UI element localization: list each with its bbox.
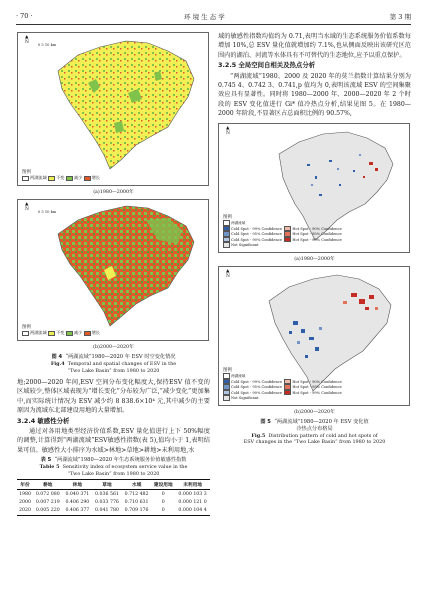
journal-title: 环 境 生 态 学 <box>184 13 225 21</box>
fig4a-legend: 图例 两湖流域 不变 减少 增长 <box>22 170 100 181</box>
table5-title-cn: 表 5 “两湖流域”1980—2020 年生态系统服务价值敏感性指数 <box>40 457 187 464</box>
left-column <box>17 32 210 603</box>
scale-bar: 0 5 10 km <box>38 43 57 47</box>
table-row: 1980 0.072 080 0.040 371 0.036 561 0.712 482 0 0.000 103 3 <box>19 492 207 498</box>
fig4-caption-cn: 图 4 “两湖流域”1980—2020 年 ESV 时空变化情况 <box>51 354 176 360</box>
running-header <box>16 10 411 25</box>
section-heading-3-2-4: 3.2.4 敏感性分析 <box>17 416 70 425</box>
north-arrow-icon: ▲ N <box>226 268 230 279</box>
fig5b-sublabel: (b)2000—2020年 <box>294 409 335 415</box>
section-heading-3-2-5: 3.2.5 全局空间自相关及热点分析 <box>218 61 316 70</box>
table-header-row: 年份 耕地 林地 草地 水域 建设用地 未利用地 <box>17 480 210 490</box>
left-paragraph-1: 地;2000—2020 年间,ESV 空间分布变化幅度大,保持ESV 值不变的区域较少,整体区域表现为“增长变化”分布较为广泛,“减少变化”更加集中,而实际统计情况为 ESV 减少约 8 838.6×10⁴ 元,其中减少的主要原因为流域东北部建设用地的大量增加。 <box>17 379 210 415</box>
fig5-caption-cn: 图 5 “两湖流域”1980—2020 年 ESV 变化值 冷热点分布格局 <box>260 418 369 432</box>
right-paragraph-1: 域的敏感性指数均值约为 0.71,表明当水域的生态系统服务价值系数每增加 10%,总 ESV 量化值就增加约 7.1%,也从侧面反映出该研究区范围内的湖泊、河流等水体具有不可替代的生态地位,应予以重点保护。 <box>218 33 411 59</box>
fig4a-basin-shape <box>18 33 208 185</box>
north-arrow-icon: ▲ N <box>25 202 29 212</box>
table5 <box>17 479 210 516</box>
fig4b-sublabel: (b)2000—2020年 <box>93 345 134 350</box>
fig4a-sublabel: (a)1980—2000年 <box>93 190 134 195</box>
fig5-caption-en: Fig.5 Distribution pattern of cold and hot spots of ESV changes in the “Two Lake Basin” from 1980 to 2020 <box>243 432 386 446</box>
left-paragraph-2: 通过对各用地类型经济价值系数,ESV 量化值进行上下 50%幅度的调整,计算得到“两湖流域”ESV敏感性指数(表 5),值均小于 1,表明结果可信。敏感性大小排序为水域>林地>草地>耕地>未利用地,水 <box>17 428 210 454</box>
fig5b-legend: 图例 两湖流域 Cold Spot - 99% Confidence Hot Spot - 90% Confidence Cold Spot - 95% Confidence Hot Spot - 95% Confidence Cold Spot - 90% Confidence Hot Spot - 99% Confidence Not Significant <box>223 367 342 400</box>
fig4b-basin-shape <box>18 200 208 340</box>
fig5b-map <box>218 266 410 406</box>
right-column <box>218 32 411 603</box>
page-number: · 70 · <box>16 12 33 20</box>
fig4a-map <box>17 32 209 186</box>
fig4-caption-en: Fig.4 Temporal and spatial changes of ESV in the “Two Lake Basin” from 1980 to 2020 <box>50 361 177 374</box>
issue-number: 第 3 期 <box>389 13 411 21</box>
table-row: 2000 0.007 219 0.406 290 0.033 776 0.710 631 0 0.000 121 0 <box>19 500 207 506</box>
north-arrow-icon: ▲ N <box>25 35 29 45</box>
fig5a-map <box>218 123 410 253</box>
north-arrow-icon: ▲ N <box>226 125 230 136</box>
table5-title-en: Table 5 Sensitivity index of ecosystem service value in the “Two Lake Basin” from 1980 to 2020 <box>39 464 188 477</box>
table-row: 2020 0.005 220 0.406 377 0.041 780 0.709 176 0 0.000 104 4 <box>17 507 210 516</box>
fig5a-legend: 图例 两湖流域 Cold Spot - 99% Confidence Hot Spot - 90% Confidence Cold Spot - 95% Confidence Hot Spot - 95% Confidence Cold Spot - 90% Confidence Hot Spot - 99% Confidence Not Significant <box>223 214 342 247</box>
fig4b-map <box>17 199 209 341</box>
fig4b-legend: 图例 两湖流域 不变 减少 增长 <box>22 325 100 336</box>
right-paragraph-2: “两湖流域”1980、2000 及 2020 年的莫兰指数计算结果分别为 0.745 4、0.742 3、0.741,p 值均为 0,表明该流域 ESV 的空间集聚效应具有显著性。同时将 1980—2000 年、2000—2020 年 2 个时段的 ESV 变化值进行 Gi* 值冷热点分析,结果见图 5。在 1980—2000 年阶段,不显著区占总面积比例的 90.57%, <box>218 72 411 118</box>
scale-bar: 0 5 10 km <box>38 210 57 214</box>
fig5a-sublabel: (a)1980—2000年 <box>294 256 335 262</box>
